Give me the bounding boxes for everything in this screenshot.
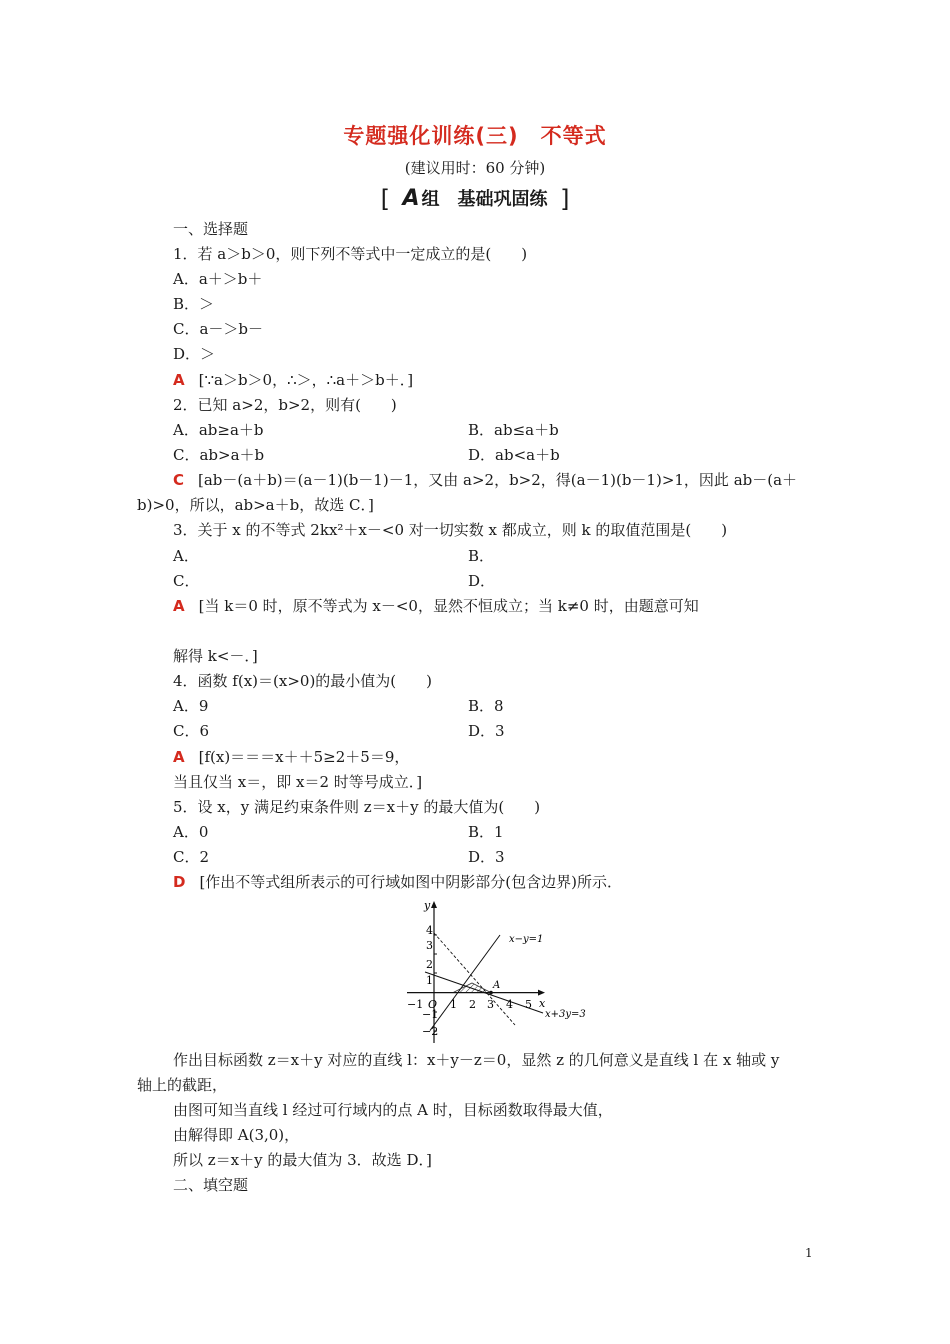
y-axis-arrow bbox=[431, 901, 437, 908]
group-label: 组 基础巩固练 bbox=[421, 189, 548, 210]
text-line-q5ans bbox=[173, 872, 622, 892]
text-line-q3ans bbox=[173, 596, 699, 616]
line-text: [作出不等式组所表示的可行域如图中阴影部分(包含边界)所示． bbox=[199, 873, 623, 891]
text-line-q2ans bbox=[173, 470, 797, 490]
text-line-q3ans2 bbox=[173, 646, 258, 666]
text-line-q3 bbox=[173, 520, 727, 540]
line-text: [∵a＞b＞0，∴＞，∴a＋＞b＋．] bbox=[198, 371, 414, 389]
svg-text:4: 4 bbox=[506, 998, 513, 1011]
text-line-q5ab bbox=[173, 822, 208, 842]
text-line-q2ab bbox=[173, 420, 264, 440]
line-text: [f(x)＝＝＝x＋＋5≥2＋5＝9， bbox=[198, 748, 410, 766]
text-line-q4ans2 bbox=[173, 772, 422, 792]
svg-text:O: O bbox=[428, 998, 438, 1011]
text-line-q2ans2 bbox=[137, 495, 374, 515]
equation-label-2: x+3y=3 bbox=[545, 1009, 586, 1020]
text-line-q3ab bbox=[173, 546, 199, 566]
line-text: 由解得即 A(3,0)， bbox=[173, 1126, 300, 1144]
line-text: C．2 bbox=[173, 848, 210, 866]
text-line-q3cd-right: D． bbox=[468, 572, 496, 590]
line-text: [当 k＝0 时，原不等式为 x－<0，显然不恒成立；当 k≠0 时，由题意可知 bbox=[198, 597, 699, 615]
svg-text:−1: −1 bbox=[422, 1008, 439, 1021]
svg-text:4: 4 bbox=[426, 924, 433, 937]
text-line-q2 bbox=[173, 395, 397, 415]
answer-letter: D bbox=[173, 873, 186, 891]
text-line-q3ab-right: B． bbox=[468, 547, 495, 565]
group-letter: A bbox=[402, 186, 420, 211]
x-axis-arrow bbox=[538, 990, 545, 996]
line-text: C． bbox=[173, 572, 200, 590]
text-line-q1 bbox=[173, 244, 527, 264]
svg-text:−2: −2 bbox=[422, 1025, 439, 1038]
text-line-q1ans bbox=[173, 370, 413, 390]
text-line-s2 bbox=[173, 1175, 248, 1195]
y-tick-labels bbox=[422, 924, 438, 1038]
answer-letter: C bbox=[173, 471, 185, 489]
text-line-q5 bbox=[173, 797, 540, 817]
line-text: 2．已知 a>2，b>2，则有( ) bbox=[173, 396, 397, 414]
text-line-q5cd bbox=[173, 847, 209, 867]
answer-letter: A bbox=[173, 748, 185, 766]
line-text: 轴上的截距， bbox=[137, 1076, 228, 1094]
feasible-region-figure bbox=[395, 893, 595, 1045]
svg-text:3: 3 bbox=[487, 998, 494, 1011]
line-x-minus-y-eq-1 bbox=[430, 935, 500, 1031]
text-line-p1 bbox=[173, 1050, 779, 1070]
line-text: 一、选择题 bbox=[173, 220, 249, 238]
section-group-heading: [ A 组 基础巩固练 ] bbox=[380, 185, 570, 213]
text-line-q1b bbox=[173, 294, 214, 314]
text-line-q4ab bbox=[173, 696, 208, 716]
page-title: 专题强化训练(三) 不等式 bbox=[343, 124, 607, 148]
line-text: C．ab>a＋b bbox=[173, 446, 265, 464]
text-line-q5ab-right: B．1 bbox=[468, 823, 504, 841]
text-line-q4cd-right: D．3 bbox=[468, 722, 505, 740]
text-line-q3cd bbox=[173, 571, 199, 591]
line-text: A．9 bbox=[173, 697, 209, 715]
svg-text:1: 1 bbox=[450, 998, 457, 1011]
line-text: 由图可知当直线 l 经过可行域内的点 A 时，目标函数取得最大值， bbox=[173, 1101, 613, 1119]
svg-text:2: 2 bbox=[426, 958, 433, 971]
line-text: A．a＋＞b＋ bbox=[173, 270, 263, 288]
line-text: 作出目标函数 z＝x＋y 对应的直线 l：x＋y－z＝0，显然 z 的几何意义是直线 l 在 x 轴或 y bbox=[173, 1051, 780, 1069]
text-line-p1b bbox=[137, 1075, 227, 1095]
svg-text:1: 1 bbox=[426, 974, 433, 987]
text-line-q1c bbox=[173, 319, 263, 339]
page-number: 1 bbox=[805, 1246, 813, 1260]
svg-text:5: 5 bbox=[525, 998, 532, 1011]
line-text: 二、填空题 bbox=[173, 1176, 249, 1194]
line-text: 1．若 a＞b＞0，则下列不等式中一定成立的是( ) bbox=[173, 245, 528, 263]
x-axis-label: x bbox=[539, 997, 546, 1010]
equation-label-1: x−y=1 bbox=[509, 934, 544, 945]
answer-letter: A bbox=[173, 371, 185, 389]
text-line-q2cd-right: D．ab<a＋b bbox=[468, 446, 560, 464]
line-text: 5．设 x，y 满足约束条件则 z＝x＋y 的最大值为( ) bbox=[173, 798, 541, 816]
point-A bbox=[489, 991, 493, 995]
text-line-q1a bbox=[173, 269, 262, 289]
text-line-p2 bbox=[173, 1100, 613, 1120]
line-text: b)>0，所以，ab>a＋b，故选 C．] bbox=[137, 496, 374, 514]
y-axis-label: y bbox=[424, 899, 431, 912]
line-text: A． bbox=[173, 547, 199, 565]
line-text: A．0 bbox=[173, 823, 209, 841]
line-text: 所以 z＝x＋y 的最大值为 3．故选 D．] bbox=[173, 1151, 432, 1169]
text-line-q5cd-right: D．3 bbox=[468, 848, 505, 866]
svg-text:2: 2 bbox=[469, 998, 476, 1011]
line-text: A．ab≥a＋b bbox=[173, 421, 264, 439]
svg-text:−1: −1 bbox=[407, 998, 424, 1011]
line-text: 4．函数 f(x)＝(x>0)的最小值为( ) bbox=[173, 672, 433, 690]
point-A-label: A bbox=[493, 980, 501, 991]
text-line-s1 bbox=[173, 219, 248, 239]
text-line-q2ab-right: B．ab≤a＋b bbox=[468, 421, 559, 439]
text-line-q1d bbox=[173, 344, 215, 364]
line-text: C．a－＞b－ bbox=[173, 320, 264, 338]
text-line-q2cd bbox=[173, 445, 264, 465]
text-line-p4 bbox=[173, 1150, 432, 1170]
text-line-q4ans bbox=[173, 747, 409, 767]
line-text: B．＞ bbox=[173, 295, 215, 313]
answer-letter: A bbox=[173, 597, 185, 615]
line-text: 3．关于 x 的不等式 2kx²＋x－<0 对一切实数 x 都成立，则 k 的取值范围是( ) bbox=[173, 521, 728, 539]
line-text: C．6 bbox=[173, 722, 210, 740]
text-line-q4cd bbox=[173, 721, 209, 741]
line-text: 当且仅当 x＝，即 x＝2 时等号成立．] bbox=[173, 773, 423, 791]
text-line-p3 bbox=[173, 1125, 299, 1145]
text-line-q4 bbox=[173, 671, 432, 691]
line-text: [ab－(a＋b)＝(a－1)(b－1)－1，又由 a>2，b>2，得(a－1)(b－1)>1，因此 ab－(a＋ bbox=[198, 471, 798, 489]
suggested-time: (建议用时：60 分钟) bbox=[404, 159, 546, 177]
svg-text:3: 3 bbox=[426, 939, 433, 952]
text-line-q4ab-right: B．8 bbox=[468, 697, 504, 715]
line-text: 解得 k<－．] bbox=[173, 647, 258, 665]
line-text: D．＞ bbox=[173, 345, 216, 363]
